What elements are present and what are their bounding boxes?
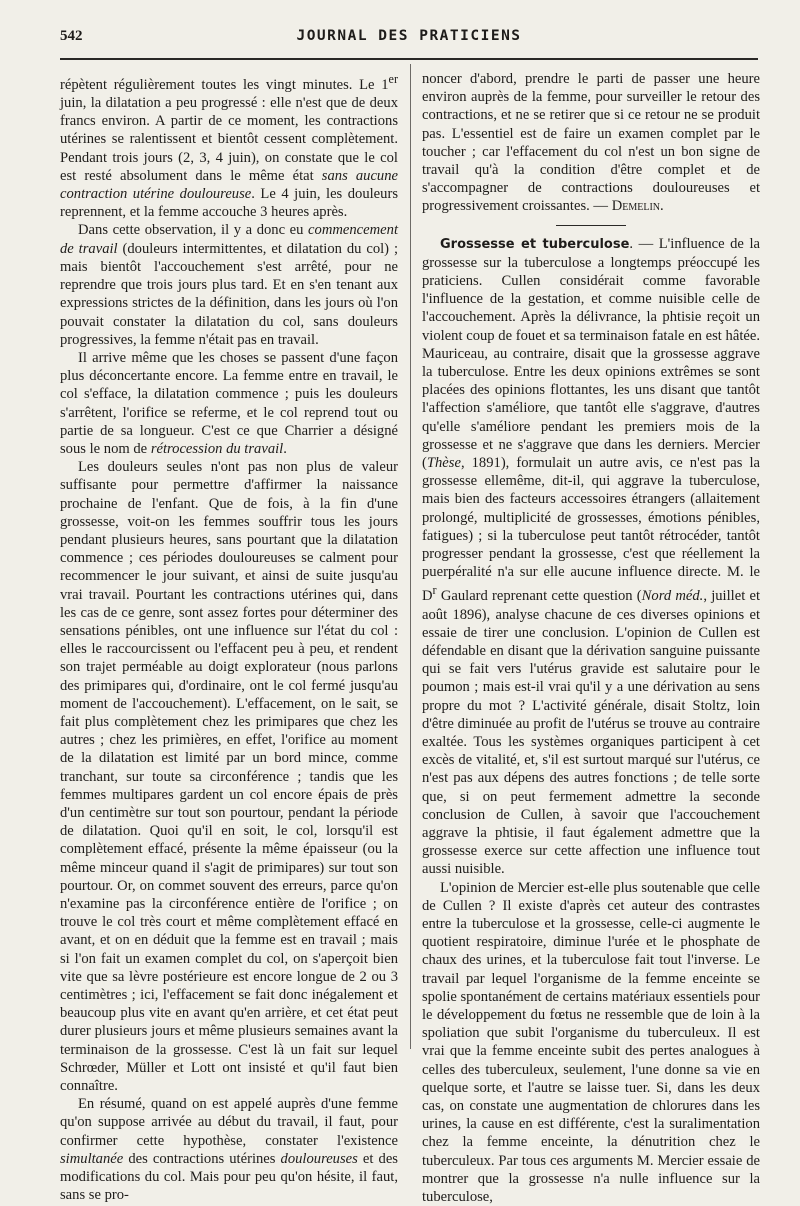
left-column [60, 70, 398, 1204]
paragraph-grossesse-tuberculose: Grossesse et tuberculose. — L'influence de la grossesse sur la tuberculose a longtemps préoccupé les praticiens. Cullen considérait comme favorable l'influence de la gestation, et comme nuisible celle de l'accouchement. Après la délivrance, la phtisie reçoit un violent coup de fouet et sa terminaison fatale en est hâtée. Mauriceau, au contraire, disait que la grossesse aggrave la tuberculose. Entre les deux opinions extrêmes se sont placées des opinions flottantes, les uns disant que tantôt l'affection s'améliore, que tantôt elle s'aggrave, d'autres qu'elle s'améliore pendant les premiers mois de la grossesse et ne s'aggrave que dans les derniers. Mercier (Thèse, 1891), formulait un autre avis, ce n'est pas la grossesse ellemême, dit-il, qui aggrave la tuberculose, mais bien des facteurs accessoires étrangers (allaitement prolongé, multiplicité de grossesses, émotions pénibles, fatigues) ; si la tuberculose peut tantôt rétrocéder, tantôt progresser pendant la grossesse, c'est que réellement la puerpéralité n'a sur elle aucune influence directe. M. le $D^r$ Gaulard reprenant cette question (Nord méd., juillet et août 1896), analyse chacune de ces diverses opinions et essaie de tirer une conclusion. L'opinion de Cullen est défendable en disant que la dérivation sanguine puissante qui se fait vers l'utérus gravide est salutaire pour le poumon ; mais est-il vrai qu'il y a une dérivation au sens propre du mot ? L'activité générale, disait Stoltz, loin d'être diminuée au profit de l'utérus se trouve au contraire exaltée. Tous les systèmes organiques participent à cet excès de vitalité, et, s'il est surtout marqué sur l'utérus, ce n'est pas aux dépens des autres fonctions ; de telle sorte que, si on peut fermement admettre la seconde conclusion de Cullen, à savoir que l'accouchement aggrave la phtisie, il faut également admettre que la grossesse exerce sur cette affection une influence tout aussi nuisible. [422, 235, 760, 878]
author-name: Demelin [611, 198, 660, 215]
journal-title: JOURNAL DES PRATICIENS [296, 28, 522, 44]
right-column [422, 70, 760, 1206]
paragraph-examen: noncer d'abord, prendre le parti de passer une heure environ auprès de la femme, pour surveiller le retour des contractions, et ne se retirer que si ce retour ne se produit pas. L'essentiel est de faire un examen complet par le toucher ; car l'effacement du col n'est un bon signe de travail qu'à la condition d'être complet et de s'accompagner de contractions douloureuses et progressivement croissantes. — Demelin. [422, 71, 760, 215]
paragraph-douleurs: Les douleurs seules n'ont pas non plus de valeur suffisante pour permettre d'affirmer la naissance prochaine de l'enfant. Que de fois, à la fin d'une grossesse, voit-on les femmes souffrir tous les jours pendant plusieurs heures, sans pourtant que la dilatation commence ; ces périodes douloureuses se calment pour recommencer le jour suivant, et ainsi de suite jusqu'au vrai travail. Pourtant les contractions utérines qui, dans les cas de ce genre, sont assez fortes pour déterminer des sensations pénibles, ont une influence sur l'état du col : elles le raccourcissent ou l'effacent peu à peu, et rendent son trajet perméable au doigt explorateur (nous parlons des primipares qui, d'ordinaire, ont le col fermé jusqu'au moment de l'accouchement). L'effacement, on le sait, se fait plus complètement chez les primipares que chez les autres ; chez les primières, en effet, l'orifice au moment de la dilatation est limité par un bord mince, comme tranchant, sur toute sa circonférence ; tandis que les femmes multipares gardent un col encore épais de près d'un centimètre sur tout son pourtour, pendant la période de dilatation. Quoi qu'il en soit, le col, lorsqu'il est complètement effacé, présente la même épaisseur (ou la même minceur quand il s'agit de primipares) sur tout son pourtour. Or, on commet souvent des erreurs, parce qu'on n'examine pas la circonférence entière de l'orifice ; on trouve le col très court et même complètement effacé en avant, et on en déduit que la femme est en travail ; mais si l'on fait un examen complet du col, on s'aperçoit bien vite que sa lèvre postérieure est encore longue de 2 ou 3 centimètres ; ici, l'effacement se fait donc inégalement et beaucoup plus vite en avant qu'en arrière, et cet état peut durer plusieurs jours et même plusieurs semaines avant la terminaison de la grossesse. C'est là un fait sur lequel Schrœder, Müller et Lott ont insisté et qu'il faut bien connaître. [60, 459, 398, 1095]
page-header [60, 28, 758, 48]
paragraph-commencement: Dans cette observation, il y a donc eu commencement de travail (douleurs intermittentes, et dilatation du col) ; mais bientôt l'accouchement s'est arrêté, pour ne reprendre que trois jours plus tard. Et en s'en tenant aux expressions strictes de la définition, dans les jours où l'on pouvait constater la dilatation du col, sans douleurs progressives, la femme n'était pas en travail. [60, 222, 398, 348]
column-divider [410, 64, 411, 1049]
header-rule [60, 58, 758, 60]
paragraph-mercier: L'opinion de Mercier est-elle plus soutenable que celle de Cullen ? Il existe d'après cet auteur des contrastes entre la tuberculose et la grossesse, celle-ci augmente le quotient respiratoire, diminue l'urée et le phosphate de chaux des urines, et la tuberculose fait tout l'inverse. Le travail par lequel l'organisme de la femme enceinte se spolie spontanément de certains matériaux essentiels pour le développement du fœtus ne ressemble que de loin à la spoliation que subit l'organisme du tuberculeux. Il est vrai que la femme enceinte subit des pertes analogues à celles des tuberculeux, seulement, l'une donne sa vie en quelque sorte, et l'autre se laisse tuer. Si, dans les deux cas, on constate une augmentation de chlorures dans les urines, la cause en est différente, c'est la suralimentation chez la femme enceinte, la dénutrition chez le tuberculeux. Par tous ces arguments M. Mercier essaie de montrer que la grossesse n'a nulle influence sur la tuberculose, [422, 879, 760, 1206]
article-separator [556, 225, 626, 226]
page-number: 542 [60, 28, 83, 44]
paragraph-observation-end: répètent régulièrement toutes les vingt minutes. Le 1er juin, la dilatation a peu progressé : elle n'est que de deux francs environ. A partir de ce moment, les contractions utérines se ralentissent et bientôt cessent complètement. Pendant trois jours (2, 3, 4 juin), on constate que le col est resté absolument dans le même état sans aucune contraction utérine douloureuse. Le 4 juin, les douleurs reprennent, et la femme accouche 3 heures après. [60, 72, 398, 221]
paragraph-resume: En résumé, quand on est appelé auprès d'une femme qu'on suppose arrivée au début du travail, il faut, pour confirmer cette hypothèse, constater l'existence simultanée des contractions utérines douloureuses et des modifications du col. Mais pour peu qu'on hésite, il faut, sans se pro- [60, 1096, 398, 1204]
section-heading: Grossesse et tuberculose [440, 236, 630, 252]
paragraph-retrocession: Il arrive même que les choses se passent d'une façon plus déconcertante encore. La femme entre en travail, le col s'efface, la dilatation commence ; puis les douleurs s'arrêtent, l'orifice se referme, et le col reprend tout ou partie de sa longueur. C'est ce que Charrier a désigné sous le nom de rétrocession du travail. [60, 349, 398, 457]
